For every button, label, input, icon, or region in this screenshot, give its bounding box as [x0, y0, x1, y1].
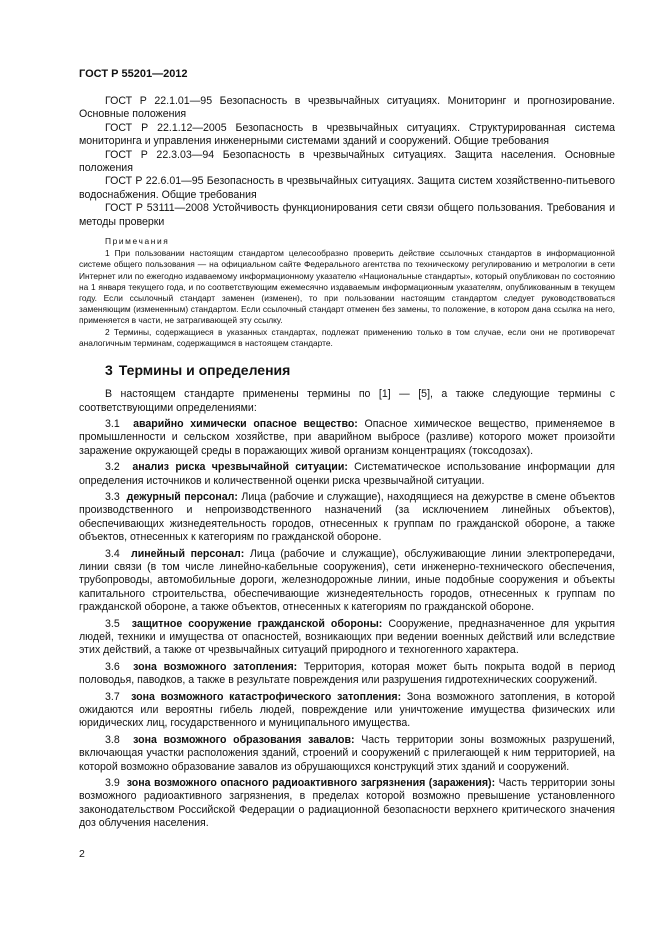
term-number: 3.7 — [105, 690, 120, 703]
term-number: 3.2 — [105, 461, 120, 474]
term-entry — [79, 491, 615, 545]
term-definition: Территория, которая может быть покрыта водой в период половодья, паводков, а также в результате повреждения или разрушения гидротехнических сооружений. — [79, 660, 615, 687]
term-name: защитное сооружение гражданской обороны: — [131, 617, 383, 630]
term-number: 3.4 — [105, 547, 120, 560]
term-name: зона возможного затопления: — [133, 660, 298, 673]
term-number: 3.6 — [105, 660, 120, 673]
term-name: линейный персонал: — [130, 547, 245, 560]
term-definition: Лица (рабочие и служащие), находящиеся на дежурстве в смене объектов производственного и непроизводственного назначений (за исключением линейных объектов), обеспечивающих жизнедеятельность городов, отнесенных к группам по гражданской обороне, а также объектов, отнесенных к категориям по гражданской обороне. — [79, 490, 615, 544]
term-definition: Сооружение, предназначенное для укрытия людей, техники и имущества от опасностей, возникающих при ведении военных действий или вследствие этих действий, а также от чрезвычайных ситуаций природного и техногенного характера. — [79, 617, 616, 657]
term-name: зона возможного катастрофического затопления: — [131, 690, 402, 703]
term-entry — [79, 418, 615, 458]
section-heading — [105, 362, 615, 378]
term-number: 3.8 — [105, 733, 120, 746]
term-entry — [79, 618, 615, 658]
term-entry — [79, 548, 615, 615]
reference-item: ГОСТ Р 22.1.01—95 Безопасность в чрезвычайных ситуациях. Мониторинг и прогнозирование. Основные положения — [79, 95, 615, 121]
term-definition: Зона возможного затопления, в которой ожидаются или вероятны гибель людей, повреждение или уничтожение имущества физических или юридических лиц, государственного и муниципального имущества. — [79, 690, 615, 730]
note-item: 1 При пользовании настоящим стандартом целесообразно проверить действие ссылочных стандартов в информационной системе общего пользования — на официальном сайте Федерального агентства по техническому регулированию и метрологии в сети Интернет или по ежегодно издаваемому информационному указателю «Национальные стандарты», который опубликован по состоянию на 1 января текущего года, и по соответствующим ежемесячно издаваемым информационным указателям, опубликованным в текущем году. Если ссылочный стандарт заменен (изменен), то при пользовании настоящим стандартом следует руководствоваться заменяющим (измененным) стандартом. Если ссылочный стандарт отменен без замены, то положение, в котором дана ссылка на него, применяется в части, не затрагивающей эту ссылку. — [79, 248, 615, 326]
term-entry — [79, 461, 615, 488]
document-header: ГОСТ Р 55201—2012 — [79, 68, 188, 80]
term-name: зона возможного образования завалов: — [133, 733, 355, 746]
term-entry — [79, 777, 615, 831]
term-name: дежурный персонал: — [126, 490, 238, 503]
term-definition: Лица (рабочие и служащие), обслуживающие линии электропередачи, линии связи (в том числе линейно-кабельные сооружения), сети инженерно-технического обеспечения, трубопроводы, автомобильные дороги, железнодорожные линии, иные подобные сооружения и объекты капитального строительства, обеспечивающие жизнедеятельность городов, отнесенных к группам по гражданской обороне, а также объектов, отнесенных к категориям по гражданской обороне. — [79, 547, 615, 614]
term-definition: Часть территории зоны возможных разрушений, включающая участки расположения зданий, строений и сооружений с прилегающей к ним территорией, на которой возможно образование завалов из обрушающихся конструкций этих зданий и сооружений. — [79, 733, 615, 773]
page-number: 2 — [79, 848, 85, 860]
reference-item: ГОСТ Р 22.3.03—94 Безопасность в чрезвычайных ситуациях. Защита населения. Основные положения — [79, 148, 615, 175]
term-name: анализ риска чрезвычайной ситуации: — [132, 461, 348, 474]
term-number: 3.1 — [105, 417, 120, 430]
term-entry — [79, 661, 615, 688]
section-intro: В настоящем стандарте применены термины по [1] — [5], а также следующие термины с соответствующими определениями: — [79, 388, 615, 414]
term-name: зона возможного опасного радиоактивного загрязнения (заражения): — [126, 777, 496, 790]
reference-list — [79, 95, 615, 229]
term-number: 3.3 — [105, 490, 120, 503]
term-number: 3.9 — [105, 777, 120, 790]
section-title: Термины и определения — [118, 362, 291, 379]
reference-item: ГОСТ Р 22.1.12—2005 Безопасность в чрезвычайных ситуациях. Структурированная система мониторинга и управления инженерными системами зданий и сооружений. Общие требования — [79, 121, 615, 148]
section-number: 3 — [105, 362, 113, 379]
page-content — [79, 95, 615, 834]
note-item: 2 Термины, содержащиеся в указанных стандартах, подлежат применению только в том случае, если они не противоречат аналогичным терминам, содержащимся в настоящем стандарте. — [79, 326, 615, 348]
term-definition: Часть территории зоны возможного радиоактивного загрязнения, в пределах которой возможно превышение установленного законодательством Российской Федерации о радиационной безопасности верхнего критического значения доз облучения населения. — [79, 777, 615, 830]
term-name: аварийно химически опасное вещество: — [133, 417, 358, 430]
term-definition: Систематическое использование информации для определения источников и количественной оценки риска чрезвычайной ситуации. — [79, 461, 615, 487]
notes-title: Примечания — [105, 236, 170, 247]
reference-item: ГОСТ Р 22.6.01—95 Безопасность в чрезвычайных ситуациях. Защита систем хозяйственно-питьевого водоснабжения. Общие требования — [79, 175, 615, 201]
notes-block — [79, 236, 615, 349]
terms-list — [79, 388, 615, 831]
term-number: 3.5 — [105, 617, 120, 630]
reference-item: ГОСТ Р 53111—2008 Устойчивость функционирования сети связи общего пользования. Требования и методы проверки — [79, 202, 615, 228]
term-definition: Опасное химическое вещество, применяемое в промышленности и сельском хозяйстве, при аварийном выбросе (разливе) которого может произойти заражение окружающей среды в поражающих живой организм концентрациях (токсодозах). — [79, 417, 615, 457]
term-entry — [79, 691, 615, 731]
term-entry — [79, 734, 615, 774]
